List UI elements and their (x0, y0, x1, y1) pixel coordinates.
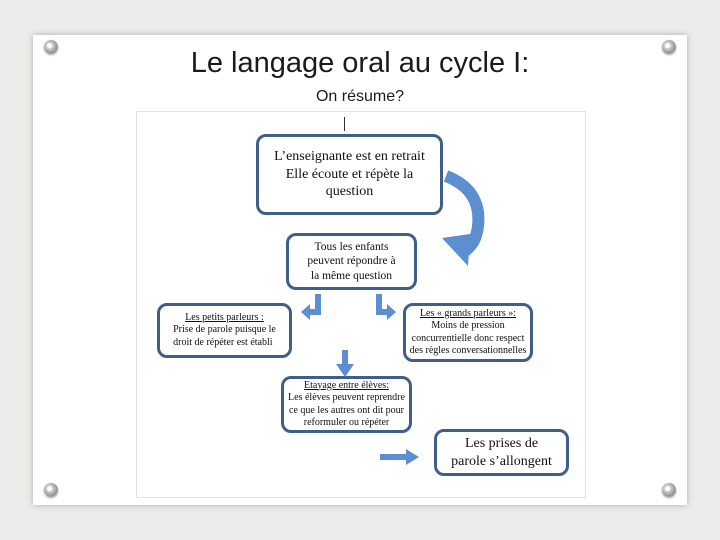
pin-icon (662, 483, 676, 497)
bent-arrow-left-icon (300, 292, 324, 322)
slide-title: Le langage oral au cycle I: (190, 47, 530, 79)
all-children-box-line: la même question (310, 269, 393, 282)
right-arrow-icon (380, 449, 420, 465)
small-speakers-line: Prise de parole puisque le (173, 324, 276, 336)
teacher-box-line: L’enseignante est en retrait (274, 149, 425, 165)
peer-support-box (281, 376, 412, 433)
teacher-box-line: Elle écoute et répète la (285, 166, 414, 182)
big-speakers-heading: Les « grands parleurs »: (419, 307, 517, 319)
teacher-box-line: question (325, 184, 374, 200)
big-speakers-line: concurrentielle donc respect (411, 332, 525, 344)
bent-arrow-right-icon (373, 292, 397, 322)
slide-subtitle: On résume? (315, 88, 405, 105)
all-children-box-line: Tous les enfants (314, 240, 389, 253)
text-cursor (344, 117, 345, 131)
longer-speech-box (434, 429, 569, 476)
peer-support-line: ce que les autres ont dit pour (289, 404, 404, 416)
peer-support-line: Les élèves peuvent reprendre (288, 392, 405, 403)
peer-support-line: reformuler ou répéter (303, 417, 390, 428)
teacher-box (256, 134, 443, 215)
small-speakers-heading: Les petits parleurs : (185, 311, 264, 323)
pin-icon (44, 483, 58, 497)
peer-support-heading: Etayage entre élèves: (304, 379, 389, 391)
small-speakers-box (157, 303, 292, 358)
big-speakers-line: Moins de pression (431, 320, 505, 331)
big-speakers-box (403, 303, 533, 362)
longer-speech-line: parole s’allongent (451, 453, 552, 469)
circular-arrow-icon (438, 168, 488, 268)
longer-speech-line: Les prises de (464, 436, 539, 451)
all-children-box-line: peuvent répondre à (307, 255, 396, 268)
down-arrow-icon (336, 350, 354, 378)
all-children-box (286, 233, 417, 290)
big-speakers-line: des règles conversationnelles (409, 345, 527, 356)
small-speakers-line: droit de répéter est établi (173, 336, 273, 348)
